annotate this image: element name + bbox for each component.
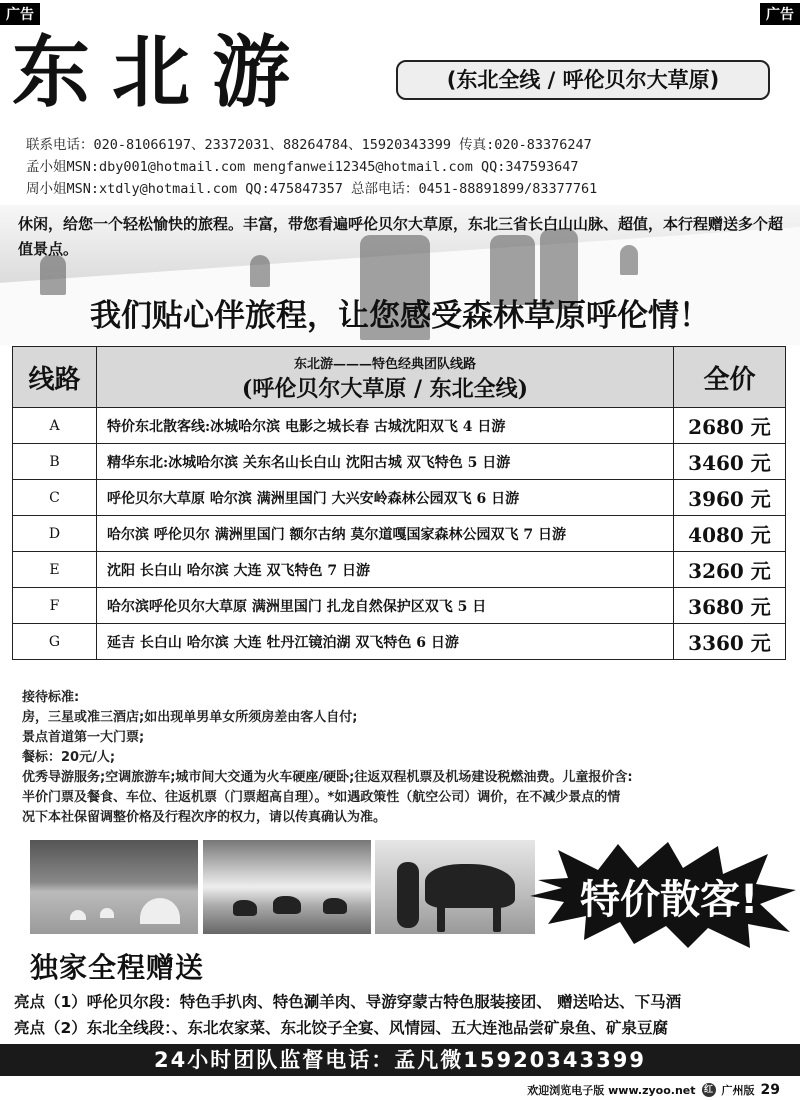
- table-row: [13, 480, 786, 516]
- route-desc: 延吉 长白山 哈尔滨 大连 牡丹江镜泊湖 双飞特色 6 日游: [97, 624, 674, 660]
- note-line: 接待标准:: [22, 690, 80, 705]
- service-notes: [22, 688, 792, 828]
- contact-line: 联系电话：020-81066197、23372031、88264784、15920343399 传真:020-83376247: [26, 137, 592, 153]
- slogan: 我们贴心伴旅程，让您感受森林草原呼伦情！: [90, 298, 710, 334]
- table-header-big: (呼伦贝尔大草原 / 东北全线): [97, 372, 674, 408]
- route-code: G: [13, 624, 97, 660]
- note-line: 况下本社保留调整价格及行程次序的权力，请以传真确认为准。: [22, 810, 387, 825]
- page-number: 29: [760, 1082, 780, 1098]
- gift-title: 独家全程赠送: [30, 951, 205, 984]
- route-desc: 精华东北:冰城哈尔滨 关东名山长白山 沈阳古城 双飞特色 5 日游: [97, 444, 674, 480]
- table-row: [13, 624, 786, 660]
- footer-logo-icon: 红: [702, 1083, 716, 1097]
- grassland-riders-photo: [203, 840, 371, 934]
- route-price: 4080 元: [674, 516, 786, 552]
- footer-text: 欢迎浏览电子版 www.zyoo.net: [527, 1084, 696, 1097]
- highlight-2: 亮点（2）东北全线段：、东北农家菜、东北饺子全宴、风情园、五大连池品尝矿泉鱼、矿泉豆腐: [14, 1019, 669, 1037]
- route-desc: 沈阳 长白山 哈尔滨 大连 双飞特色 7 日游: [97, 552, 674, 588]
- route-code: E: [13, 552, 97, 588]
- promo-burst-text: 特价散客!: [580, 877, 759, 923]
- route-price: 3460 元: [674, 444, 786, 480]
- col-header-route: 线路: [13, 347, 97, 408]
- route-table: [12, 346, 786, 660]
- table-row: [13, 552, 786, 588]
- grassland-yurt-photo: [30, 840, 198, 934]
- note-line: 景点首道第一大门票;: [22, 730, 145, 745]
- intro-text: 休闲，给您一个轻松愉快的旅程。丰富，带您看遍呼伦贝尔大草原，东北三省长白山山脉、超值，本行程赠送多个超值景点。: [18, 215, 784, 258]
- table-row: [13, 588, 786, 624]
- contact-info: [26, 134, 786, 200]
- col-header-price: 全价: [674, 347, 786, 408]
- route-desc: 哈尔滨呼伦贝尔大草原 满洲里国门 扎龙自然保护区双飞 5 日: [97, 588, 674, 624]
- highlight-1: 亮点（1）呼伦贝尔段：特色手扒肉、特色涮羊肉、导游穿蒙古特色服装接团、 赠送哈达、下马酒: [14, 993, 682, 1011]
- route-price: 3260 元: [674, 552, 786, 588]
- note-line: 半价门票及餐食、车位、往返机票（门票超高自理）。*如遇政策性（航空公司）调价，在不减少景点的情: [22, 790, 621, 805]
- route-price: 3960 元: [674, 480, 786, 516]
- page-footer: [527, 1082, 780, 1098]
- contact-line: 孟小姐MSN:dby001@hotmail.com mengfanwei12345@hotmail.com QQ:347593647: [26, 159, 579, 175]
- route-code: F: [13, 588, 97, 624]
- page-subtitle: (东北全线 / 呼伦贝尔大草原): [396, 60, 770, 100]
- footer-edition: 广州版: [721, 1084, 755, 1097]
- route-desc: 哈尔滨 呼伦贝尔 满洲里国门 额尔古纳 莫尔道嘎国家森林公园双飞 7 日游: [97, 516, 674, 552]
- hotline-bar: 24小时团队监督电话：孟凡微15920343399: [0, 1044, 800, 1076]
- route-code: D: [13, 516, 97, 552]
- page-title: 东北游: [12, 27, 313, 118]
- table-row: [13, 408, 786, 444]
- table-row: [13, 516, 786, 552]
- ad-label-right: 广告: [760, 3, 800, 25]
- route-price: 3680 元: [674, 588, 786, 624]
- note-line: 优秀导游服务;空调旅游车;城市间大交通为火车硬座/硬卧;往返双程机票及机场建设税燃油费。儿童报价含:: [22, 770, 633, 785]
- note-line: 房，三星或准三酒店;如出现单男单女所须房差由客人自付;: [22, 710, 358, 725]
- contact-line: 周小姐MSN:xtdly@hotmail.com QQ:475847357 总部电话：0451-88891899/83377761: [26, 181, 598, 197]
- note-line: 餐标：20元/人;: [22, 750, 116, 765]
- ad-label-left: 广告: [0, 3, 40, 25]
- route-code: A: [13, 408, 97, 444]
- route-price: 3360 元: [674, 624, 786, 660]
- route-code: C: [13, 480, 97, 516]
- route-desc: 呼伦贝尔大草原 哈尔滨 满洲里国门 大兴安岭森林公园双飞 6 日游: [97, 480, 674, 516]
- table-row: [13, 444, 786, 480]
- route-desc: 特价东北散客线:冰城哈尔滨 电影之城长春 古城沈阳双飞 4 日游: [97, 408, 674, 444]
- mongolian-horse-photo: [375, 840, 535, 934]
- route-price: 2680 元: [674, 408, 786, 444]
- route-code: B: [13, 444, 97, 480]
- table-header-small: 东北游———特色经典团队线路: [97, 347, 674, 373]
